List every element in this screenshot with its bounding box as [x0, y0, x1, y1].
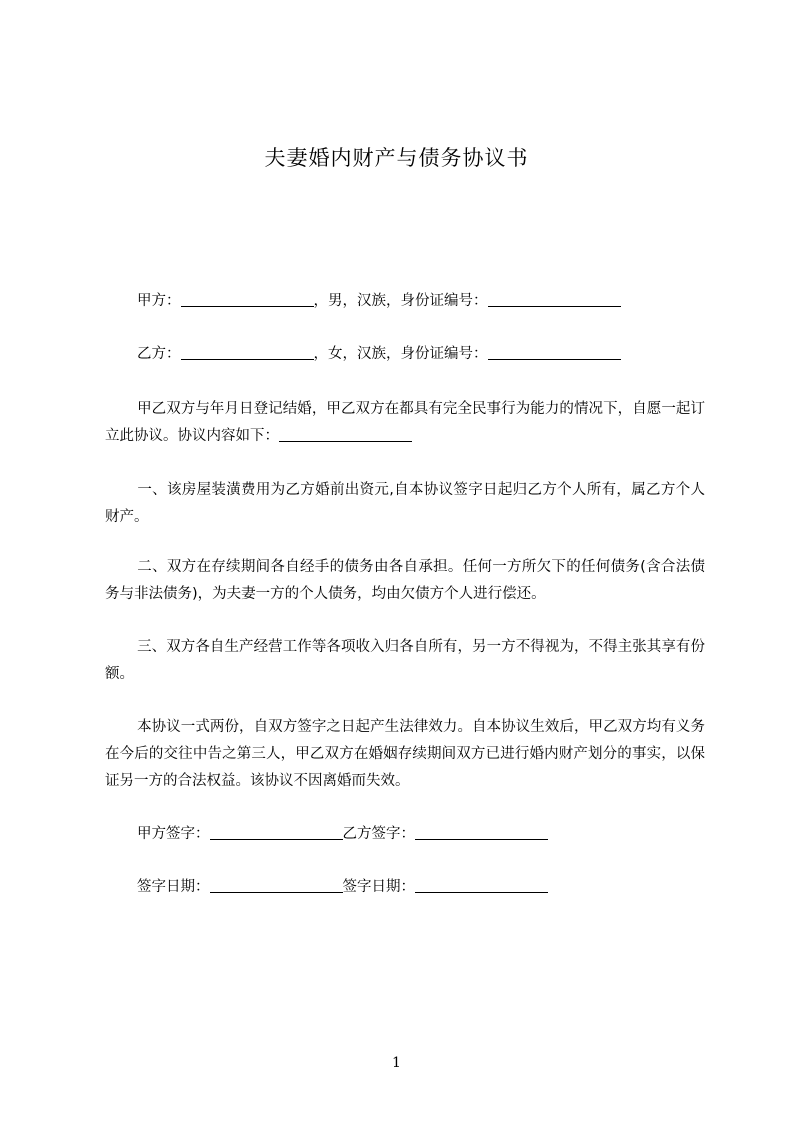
party-b-id-blank[interactable]: [488, 345, 621, 360]
party-a-detail: ，男，汉族，身份证编号：: [313, 293, 488, 309]
intro-paragraph: [105, 396, 705, 450]
intro-content-blank[interactable]: [279, 427, 412, 442]
closing-paragraph: [105, 714, 705, 795]
party-a-line: [105, 288, 705, 315]
intro-text: 甲乙双方与年月日登记结婚，甲乙双方在都具有完全民事行为能力的情况下，自愿一起订立此协议。协议内容如下：: [105, 401, 705, 444]
party-a-label: 甲方：: [137, 293, 181, 309]
page-number: 1: [392, 1055, 401, 1071]
party-a-id-blank[interactable]: [488, 292, 621, 307]
party-b-label: 乙方：: [137, 346, 181, 362]
clause-2-text: 二、双方在存续期间各自经手的债务由各自承担。任何一方所欠下的任何债务(含合法债务与非法债务)，为夫妻一方的个人债务，均由欠债方个人进行偿还。: [105, 559, 705, 602]
date-label-b: 签字日期：: [342, 879, 415, 895]
party-b-detail: ，女，汉族，身份证编号：: [313, 346, 488, 362]
closing-text: 本协议一式两份，自双方签字之日起产生法律效力。自本协议生效后，甲乙双方均有义务在今后的交往中告之第三人，甲乙双方在婚姻存续期间双方已进行婚内财产划分的事实，以保证另一方的合法权益。该协议不因离婚而失效。: [105, 719, 705, 789]
clause-1-text: 一、该房屋装潢费用为乙方婚前出资元,自本协议签字日起归乙方个人所有，属乙方个人财产。: [105, 482, 705, 525]
clause-1: [105, 477, 705, 531]
party-b-signature-blank[interactable]: [415, 825, 548, 840]
party-a-signature-blank[interactable]: [210, 825, 343, 840]
document-title: 夫妻婚内财产与债务协议书: [264, 146, 529, 170]
clause-2: [105, 554, 705, 608]
party-b-sign-label: 乙方签字：: [342, 826, 415, 842]
signature-line: [105, 821, 705, 848]
party-a-date-blank[interactable]: [210, 878, 343, 893]
party-a-name-blank[interactable]: [181, 292, 314, 307]
date-label-a: 签字日期：: [137, 879, 210, 895]
party-b-date-blank[interactable]: [415, 878, 548, 893]
clause-3: [105, 634, 705, 688]
party-a-sign-label: 甲方签字：: [137, 826, 210, 842]
date-line: [105, 874, 705, 901]
clause-3-text: 三、双方各自生产经营工作等各项收入归各自所有，另一方不得视为，不得主张其享有份额。: [105, 639, 705, 682]
party-b-name-blank[interactable]: [181, 345, 314, 360]
party-b-line: [105, 341, 705, 368]
